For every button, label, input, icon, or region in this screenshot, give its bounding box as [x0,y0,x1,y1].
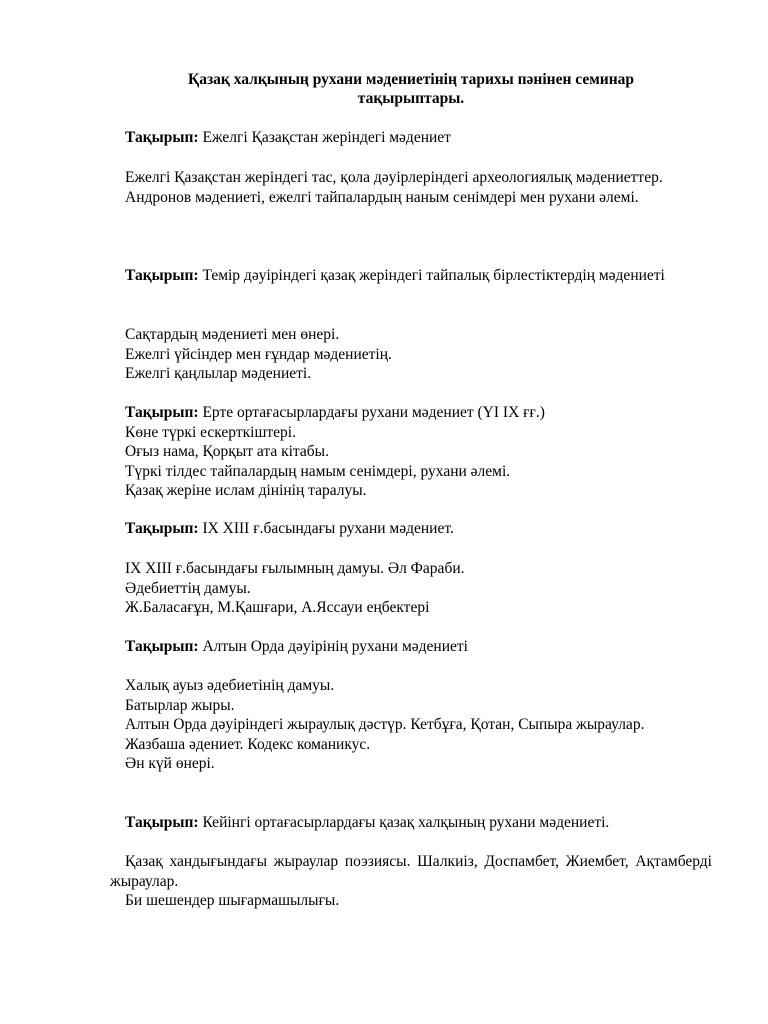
list-item: Қазақ жеріне ислам дінінің таралуы. [125,482,367,499]
section-title: Темір дәуіріндегі қазақ жеріндегі тайпалық бірлестіктердің мәдениеті [202,267,665,284]
document-title [110,70,712,108]
section-title: Кейінгі ортағасырлардағы қазақ халқының рухани мәдениеті. [202,814,610,831]
section-1-items [110,168,712,207]
list-item: Әдебиеттің дамуы. [125,579,251,597]
topic-label: Тақырып: [125,814,199,831]
section-heading [110,813,712,833]
section-5-items [110,676,712,774]
topic-label: Тақырып: [125,638,199,655]
list-item: Оғыз нама, Қорқыт ата кітабы. [125,443,329,460]
topic-label: Тақырып: [125,404,199,421]
list-item: Жазбаша әдениет. Кодекс команикус. [125,735,371,753]
list-item: Халық ауыз әдебиетінің дамуы. [125,677,335,694]
list-item: Алтын Орда дәуіріндегі жыраулық дәстүр. Кетбұға, Қотан, Сыпыра жыраулар. [125,716,645,733]
section-title: Алтын Орда дәуірінің рухани мәдениеті [202,638,468,655]
list-item: Ән күй өнері. [125,755,215,772]
section-3 [110,403,712,501]
section-2 [110,266,712,286]
section-6 [110,813,712,833]
section-title: IX XIII ғ.басындағы рухани мәдениет. [202,520,454,537]
section-heading [110,128,712,148]
title-line-2: тақырыптары. [357,90,465,107]
list-item: Қазақ хандығындағы жыраулар поэзиясы. Шалкиіз, Доспамбет, Жиембет, Ақтамберді жыраулар. [110,853,712,890]
section-4-items [110,559,712,618]
section-heading [110,266,712,286]
list-item: Батырлар жыры. [125,696,235,714]
list-item: Сақтардың мәдениеті мен өнері. [125,326,340,343]
topic-label: Тақырып: [125,520,199,537]
topic-label: Тақырып: [125,267,199,284]
list-item: Би шешендер шығармашылығы. [125,892,340,909]
list-item: Ежелгі үйсіндер мен ғұндар мәдениетің. [125,345,392,363]
list-item: Түркі тілдес тайпалардың намым сенімдері, рухани әлемі. [125,462,511,480]
section-1 [110,128,712,148]
section-4 [110,519,712,539]
section-heading [110,519,712,539]
section-title: Ерте ортағасырлардағы рухани мәдениет (YI IX ғғ.) [202,404,545,421]
list-item: Ежелгі қаңлылар мәдениеті. [125,365,312,382]
section-2-items [110,325,712,384]
list-item: Ж.Баласағұн, М.Қашғари, А.Яссауи еңбектері [125,599,430,616]
section-5 [110,637,712,657]
list-item: Көне түркі ескерткіштері. [125,423,296,441]
section-title: Ежелгі Қазақстан жеріндегі мәдениет [202,129,451,146]
list-item: IX XIII ғ.басындағы ғылымның дамуы. Әл Фараби. [125,560,465,577]
list-item: Ежелгі Қазақстан жеріндегі тас, қола дәуірлеріндегі археологиялық мәдениеттер. [125,169,663,186]
section-heading [110,403,712,423]
list-item: Андронов мәдениеті, ежелгі тайпалардың наным сенімдері мен рухани әлемі. [125,188,639,206]
topic-label: Тақырып: [125,129,199,146]
section-6-items [110,852,712,911]
section-heading [110,637,712,657]
title-line-1: Қазақ халқының рухани мәдениетінің тарихы пәнінен семинар [187,71,635,88]
